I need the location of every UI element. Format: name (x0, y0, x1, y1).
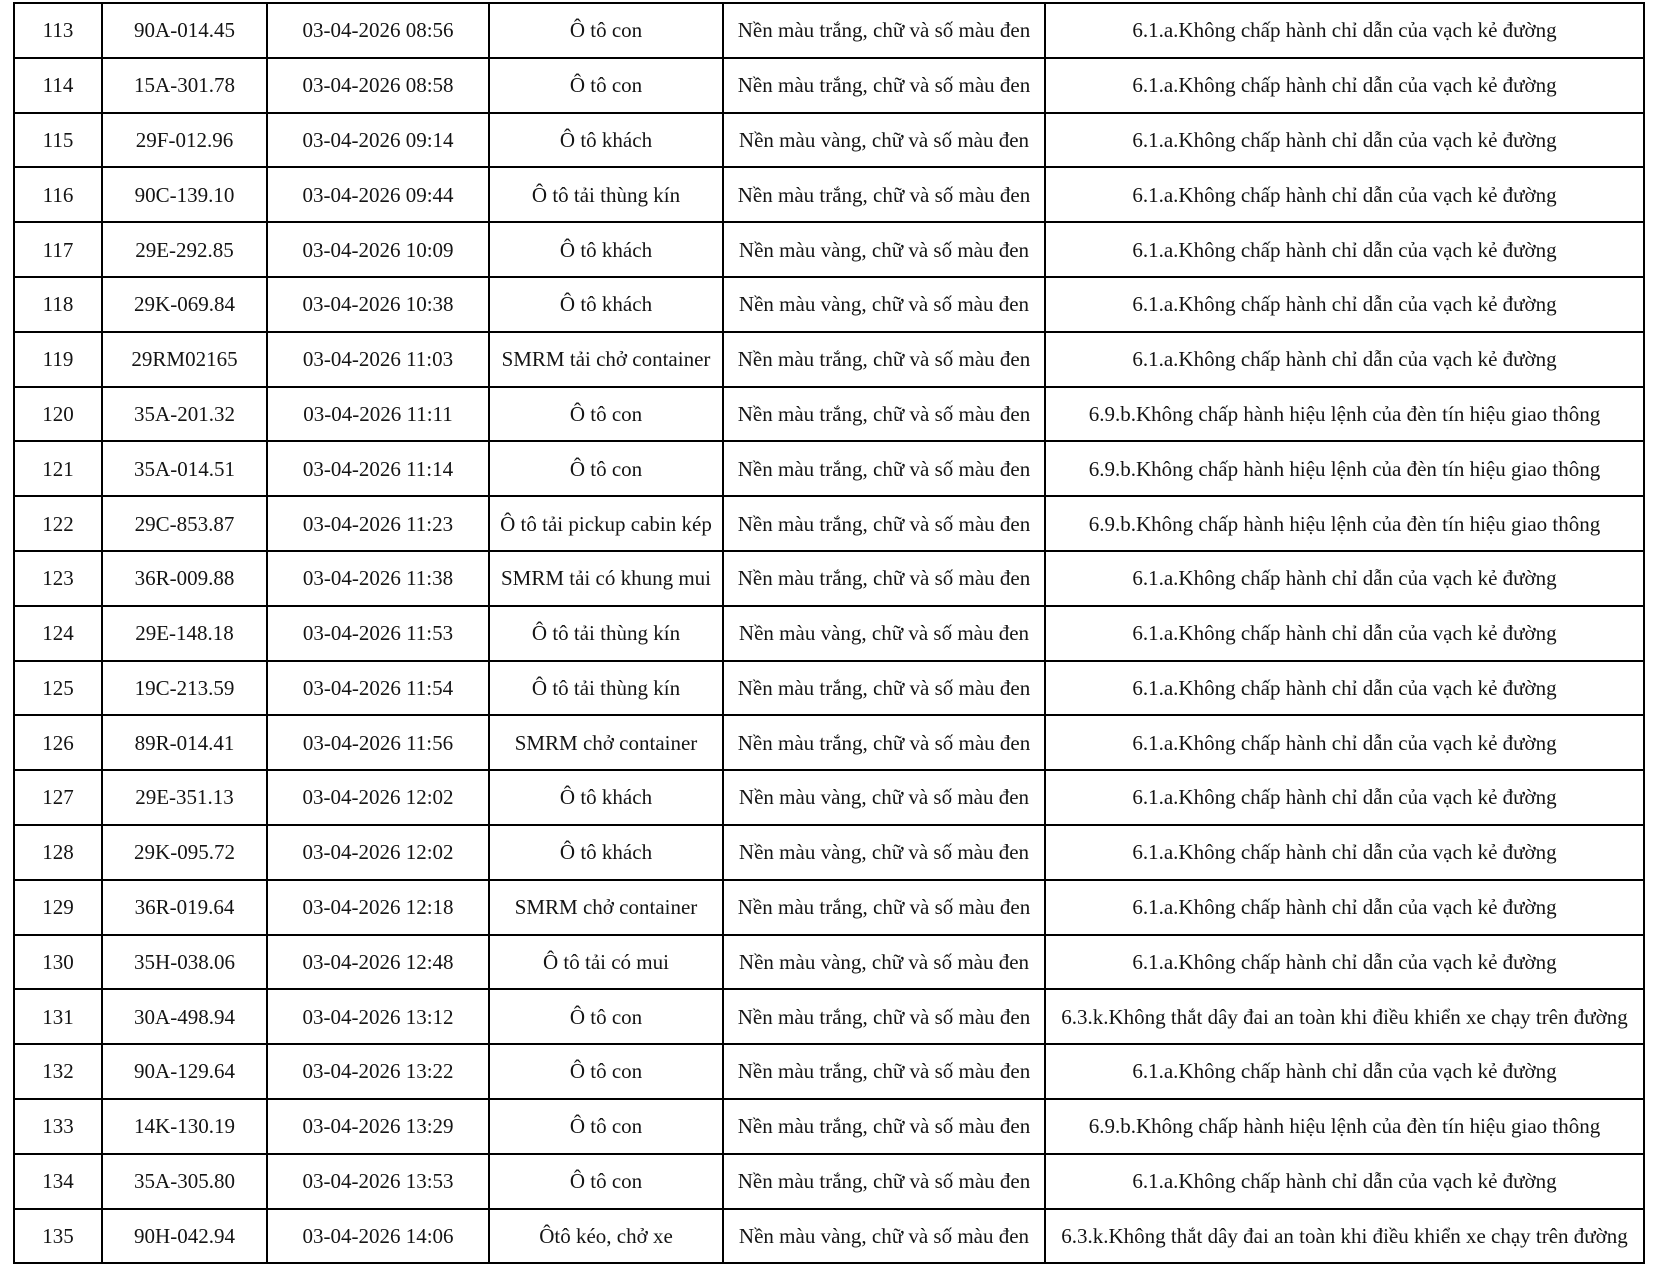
cell-datetime: 03-04-2026 10:09 (267, 222, 489, 277)
cell-violation: 6.1.a.Không chấp hành chỉ dẫn của vạch kẻ đường (1045, 606, 1644, 661)
cell-datetime: 03-04-2026 10:38 (267, 277, 489, 332)
cell-plate-color: Nền màu trắng, chữ và số màu đen (723, 551, 1045, 606)
cell-index: 124 (14, 606, 102, 661)
cell-plate: 90H-042.94 (102, 1209, 267, 1264)
table-row (14, 332, 1644, 387)
cell-plate-color: Nền màu vàng, chữ và số màu đen (723, 113, 1045, 168)
table-row (14, 551, 1644, 606)
cell-plate: 30A-498.94 (102, 989, 267, 1044)
cell-plate: 35H-038.06 (102, 935, 267, 990)
cell-vehicle-type: Ô tô tải thùng kín (489, 661, 723, 716)
table-row (14, 661, 1644, 716)
cell-datetime: 03-04-2026 09:44 (267, 167, 489, 222)
cell-violation: 6.1.a.Không chấp hành chỉ dẫn của vạch kẻ đường (1045, 277, 1644, 332)
cell-plate: 29RM02165 (102, 332, 267, 387)
cell-index: 135 (14, 1209, 102, 1264)
cell-index: 115 (14, 113, 102, 168)
cell-index: 126 (14, 715, 102, 770)
cell-plate-color: Nền màu vàng, chữ và số màu đen (723, 277, 1045, 332)
table-row (14, 1154, 1644, 1209)
cell-datetime: 03-04-2026 11:14 (267, 441, 489, 496)
cell-vehicle-type: Ô tô con (489, 58, 723, 113)
cell-plate-color: Nền màu trắng, chữ và số màu đen (723, 496, 1045, 551)
cell-datetime: 03-04-2026 14:06 (267, 1209, 489, 1264)
cell-vehicle-type: Ô tô khách (489, 113, 723, 168)
cell-vehicle-type: Ô tô tải pickup cabin kép (489, 496, 723, 551)
cell-plate: 36R-009.88 (102, 551, 267, 606)
cell-plate: 36R-019.64 (102, 880, 267, 935)
table-row (14, 880, 1644, 935)
cell-datetime: 03-04-2026 12:18 (267, 880, 489, 935)
cell-vehicle-type: Ô tô khách (489, 277, 723, 332)
cell-index: 132 (14, 1044, 102, 1099)
cell-plate: 35A-305.80 (102, 1154, 267, 1209)
table-row (14, 3, 1644, 58)
cell-datetime: 03-04-2026 12:02 (267, 825, 489, 880)
table-row (14, 989, 1644, 1044)
table-row (14, 441, 1644, 496)
table-row (14, 770, 1644, 825)
cell-vehicle-type: Ô tô con (489, 441, 723, 496)
cell-plate-color: Nền màu trắng, chữ và số màu đen (723, 880, 1045, 935)
cell-plate-color: Nền màu trắng, chữ và số màu đen (723, 1044, 1045, 1099)
table-row (14, 825, 1644, 880)
cell-datetime: 03-04-2026 11:23 (267, 496, 489, 551)
cell-vehicle-type: Ô tô con (489, 989, 723, 1044)
table-row (14, 222, 1644, 277)
cell-violation: 6.1.a.Không chấp hành chỉ dẫn của vạch kẻ đường (1045, 1154, 1644, 1209)
cell-datetime: 03-04-2026 11:11 (267, 387, 489, 442)
cell-vehicle-type: Ô tô khách (489, 825, 723, 880)
cell-plate: 29C-853.87 (102, 496, 267, 551)
cell-datetime: 03-04-2026 13:53 (267, 1154, 489, 1209)
cell-datetime: 03-04-2026 12:02 (267, 770, 489, 825)
cell-violation: 6.3.k.Không thắt dây đai an toàn khi điều khiển xe chạy trên đường (1045, 989, 1644, 1044)
cell-violation: 6.9.b.Không chấp hành hiệu lệnh của đèn tín hiệu giao thông (1045, 387, 1644, 442)
cell-violation: 6.3.k.Không thắt dây đai an toàn khi điều khiển xe chạy trên đường (1045, 1209, 1644, 1264)
cell-plate: 90C-139.10 (102, 167, 267, 222)
cell-plate-color: Nền màu vàng, chữ và số màu đen (723, 1209, 1045, 1264)
table-row (14, 1209, 1644, 1264)
cell-violation: 6.1.a.Không chấp hành chỉ dẫn của vạch kẻ đường (1045, 661, 1644, 716)
cell-plate-color: Nền màu vàng, chữ và số màu đen (723, 825, 1045, 880)
cell-plate-color: Nền màu trắng, chữ và số màu đen (723, 989, 1045, 1044)
cell-violation: 6.1.a.Không chấp hành chỉ dẫn của vạch kẻ đường (1045, 551, 1644, 606)
cell-violation: 6.1.a.Không chấp hành chỉ dẫn của vạch kẻ đường (1045, 1044, 1644, 1099)
cell-index: 127 (14, 770, 102, 825)
cell-plate-color: Nền màu trắng, chữ và số màu đen (723, 58, 1045, 113)
violations-table-body (14, 3, 1644, 1263)
cell-violation: 6.1.a.Không chấp hành chỉ dẫn của vạch kẻ đường (1045, 935, 1644, 990)
cell-datetime: 03-04-2026 11:03 (267, 332, 489, 387)
table-row (14, 1044, 1644, 1099)
cell-datetime: 03-04-2026 11:38 (267, 551, 489, 606)
cell-plate-color: Nền màu trắng, chữ và số màu đen (723, 332, 1045, 387)
cell-index: 116 (14, 167, 102, 222)
cell-plate: 29E-351.13 (102, 770, 267, 825)
cell-datetime: 03-04-2026 11:56 (267, 715, 489, 770)
table-row (14, 715, 1644, 770)
table-row (14, 935, 1644, 990)
cell-datetime: 03-04-2026 13:22 (267, 1044, 489, 1099)
cell-plate-color: Nền màu trắng, chữ và số màu đen (723, 3, 1045, 58)
cell-plate-color: Nền màu vàng, chữ và số màu đen (723, 770, 1045, 825)
cell-violation: 6.1.a.Không chấp hành chỉ dẫn của vạch kẻ đường (1045, 3, 1644, 58)
table-row (14, 113, 1644, 168)
cell-plate: 29K-095.72 (102, 825, 267, 880)
cell-index: 131 (14, 989, 102, 1044)
cell-datetime: 03-04-2026 09:14 (267, 113, 489, 168)
cell-vehicle-type: Ô tô khách (489, 770, 723, 825)
cell-plate-color: Nền màu vàng, chữ và số màu đen (723, 935, 1045, 990)
table-row (14, 606, 1644, 661)
cell-violation: 6.1.a.Không chấp hành chỉ dẫn của vạch kẻ đường (1045, 880, 1644, 935)
cell-plate-color: Nền màu trắng, chữ và số màu đen (723, 1099, 1045, 1154)
table-row (14, 58, 1644, 113)
cell-vehicle-type: SMRM chở container (489, 880, 723, 935)
cell-index: 129 (14, 880, 102, 935)
violations-table (13, 2, 1645, 1264)
cell-datetime: 03-04-2026 08:58 (267, 58, 489, 113)
cell-datetime: 03-04-2026 12:48 (267, 935, 489, 990)
cell-index: 114 (14, 58, 102, 113)
cell-violation: 6.1.a.Không chấp hành chỉ dẫn của vạch kẻ đường (1045, 58, 1644, 113)
cell-violation: 6.1.a.Không chấp hành chỉ dẫn của vạch kẻ đường (1045, 825, 1644, 880)
cell-vehicle-type: Ô tô con (489, 387, 723, 442)
cell-plate: 90A-129.64 (102, 1044, 267, 1099)
cell-index: 133 (14, 1099, 102, 1154)
cell-violation: 6.1.a.Không chấp hành chỉ dẫn của vạch kẻ đường (1045, 167, 1644, 222)
cell-index: 125 (14, 661, 102, 716)
cell-plate: 29E-148.18 (102, 606, 267, 661)
cell-plate-color: Nền màu vàng, chữ và số màu đen (723, 222, 1045, 277)
cell-violation: 6.9.b.Không chấp hành hiệu lệnh của đèn tín hiệu giao thông (1045, 496, 1644, 551)
cell-index: 130 (14, 935, 102, 990)
cell-violation: 6.1.a.Không chấp hành chỉ dẫn của vạch kẻ đường (1045, 332, 1644, 387)
cell-plate: 14K-130.19 (102, 1099, 267, 1154)
cell-plate: 29K-069.84 (102, 277, 267, 332)
cell-vehicle-type: Ô tô con (489, 3, 723, 58)
cell-plate-color: Nền màu trắng, chữ và số màu đen (723, 167, 1045, 222)
cell-index: 118 (14, 277, 102, 332)
cell-plate-color: Nền màu trắng, chữ và số màu đen (723, 661, 1045, 716)
cell-vehicle-type: SMRM chở container (489, 715, 723, 770)
table-row (14, 167, 1644, 222)
cell-violation: 6.9.b.Không chấp hành hiệu lệnh của đèn tín hiệu giao thông (1045, 1099, 1644, 1154)
cell-datetime: 03-04-2026 11:54 (267, 661, 489, 716)
cell-index: 121 (14, 441, 102, 496)
cell-plate-color: Nền màu trắng, chữ và số màu đen (723, 441, 1045, 496)
cell-vehicle-type: SMRM tải có khung mui (489, 551, 723, 606)
cell-plate: 89R-014.41 (102, 715, 267, 770)
table-row (14, 1099, 1644, 1154)
cell-plate-color: Nền màu trắng, chữ và số màu đen (723, 387, 1045, 442)
cell-datetime: 03-04-2026 13:29 (267, 1099, 489, 1154)
cell-vehicle-type: Ô tô khách (489, 222, 723, 277)
cell-plate: 15A-301.78 (102, 58, 267, 113)
cell-vehicle-type: Ôtô kéo, chở xe (489, 1209, 723, 1264)
cell-datetime: 03-04-2026 13:12 (267, 989, 489, 1044)
cell-plate: 35A-014.51 (102, 441, 267, 496)
cell-index: 120 (14, 387, 102, 442)
cell-vehicle-type: Ô tô con (489, 1154, 723, 1209)
cell-plate-color: Nền màu trắng, chữ và số màu đen (723, 715, 1045, 770)
cell-vehicle-type: Ô tô tải thùng kín (489, 167, 723, 222)
cell-index: 123 (14, 551, 102, 606)
cell-index: 119 (14, 332, 102, 387)
cell-vehicle-type: Ô tô tải thùng kín (489, 606, 723, 661)
cell-vehicle-type: SMRM tải chở container (489, 332, 723, 387)
cell-plate-color: Nền màu vàng, chữ và số màu đen (723, 606, 1045, 661)
cell-violation: 6.9.b.Không chấp hành hiệu lệnh của đèn tín hiệu giao thông (1045, 441, 1644, 496)
cell-index: 134 (14, 1154, 102, 1209)
cell-index: 113 (14, 3, 102, 58)
cell-plate: 35A-201.32 (102, 387, 267, 442)
cell-index: 117 (14, 222, 102, 277)
cell-vehicle-type: Ô tô tải có mui (489, 935, 723, 990)
cell-vehicle-type: Ô tô con (489, 1044, 723, 1099)
cell-violation: 6.1.a.Không chấp hành chỉ dẫn của vạch kẻ đường (1045, 715, 1644, 770)
table-row (14, 277, 1644, 332)
cell-violation: 6.1.a.Không chấp hành chỉ dẫn của vạch kẻ đường (1045, 222, 1644, 277)
cell-violation: 6.1.a.Không chấp hành chỉ dẫn của vạch kẻ đường (1045, 770, 1644, 825)
table-row (14, 387, 1644, 442)
cell-plate: 29E-292.85 (102, 222, 267, 277)
cell-plate: 90A-014.45 (102, 3, 267, 58)
cell-plate: 29F-012.96 (102, 113, 267, 168)
cell-datetime: 03-04-2026 11:53 (267, 606, 489, 661)
cell-index: 122 (14, 496, 102, 551)
cell-vehicle-type: Ô tô con (489, 1099, 723, 1154)
table-row (14, 496, 1644, 551)
cell-violation: 6.1.a.Không chấp hành chỉ dẫn của vạch kẻ đường (1045, 113, 1644, 168)
cell-datetime: 03-04-2026 08:56 (267, 3, 489, 58)
cell-plate-color: Nền màu trắng, chữ và số màu đen (723, 1154, 1045, 1209)
cell-index: 128 (14, 825, 102, 880)
cell-plate: 19C-213.59 (102, 661, 267, 716)
